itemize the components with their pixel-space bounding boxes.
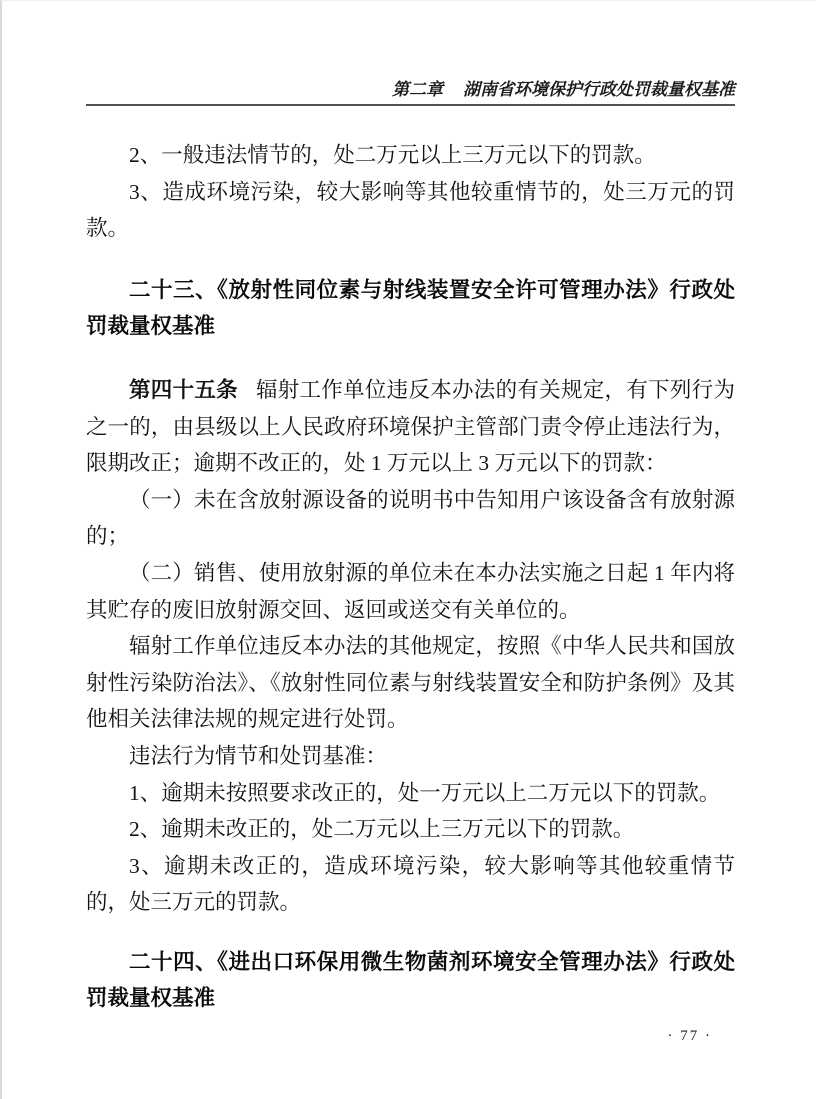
page-content	[86, 1, 735, 1017]
article-45-text: 辐射工作单位违反本办法的有关规定，有下列行为之一的，由县级以上人民政府环境保护主管部门责令停止违法行为，限期改正；逾期不改正的，处 1 万元以上 3 万元以下的罚款：	[86, 377, 735, 476]
article-45-paragraph	[86, 372, 735, 482]
article-45-item-2: （二）销售、使用放射源的单位未在本办法实施之日起 1 年内将其贮存的废旧放射源交回、返回或送交有关单位的。	[86, 560, 735, 622]
article-45-item-1: （一）未在含放射源设备的说明书中告知用户该设备含有放射源的；	[86, 487, 735, 549]
intro-item-3: 3、造成环境污染，较大影响等其他较重情节的，处三万元的罚款。	[86, 179, 735, 241]
page-number: · 77 ·	[667, 1028, 712, 1044]
chapter-label: 第二章	[392, 80, 443, 99]
other-provision-paragraph: 辐射工作单位违反本办法的其他规定，按照《中华人民共和国放射性污染防治法》、《放射性同位素与射线装置安全和防护条例》及其他相关法律法规的规定进行处罚。	[86, 634, 735, 732]
penalty-item-1: 1、逾期未按照要求改正的，处一万元以上二万元以下的罚款。	[129, 780, 721, 805]
penalty-item-2: 2、逾期未改正的，处二万元以上三万元以下的罚款。	[129, 817, 635, 842]
section-24-heading: 二十四、《进出口环保用微生物菌剂环境安全管理办法》行政处罚裁量权基准	[86, 949, 735, 1011]
intro-item-2: 2、一般违法情节的，处二万元以上三万元以下的罚款。	[129, 143, 656, 167]
running-header	[86, 1, 735, 101]
article-45-number: 第四十五条	[129, 377, 238, 402]
section-23-heading: 二十三、《放射性同位素与射线装置安全许可管理办法》行政处罚裁量权基准	[86, 277, 735, 339]
penalty-intro: 违法行为情节和处罚基准：	[129, 743, 388, 768]
penalty-item-3: 3、逾期未改正的，造成环境污染，较大影响等其他较重情节的，处三万元的罚款。	[86, 853, 735, 915]
chapter-title: 湖南省环境保护行政处罚裁量权基准	[463, 80, 735, 99]
header-rule	[86, 104, 735, 106]
